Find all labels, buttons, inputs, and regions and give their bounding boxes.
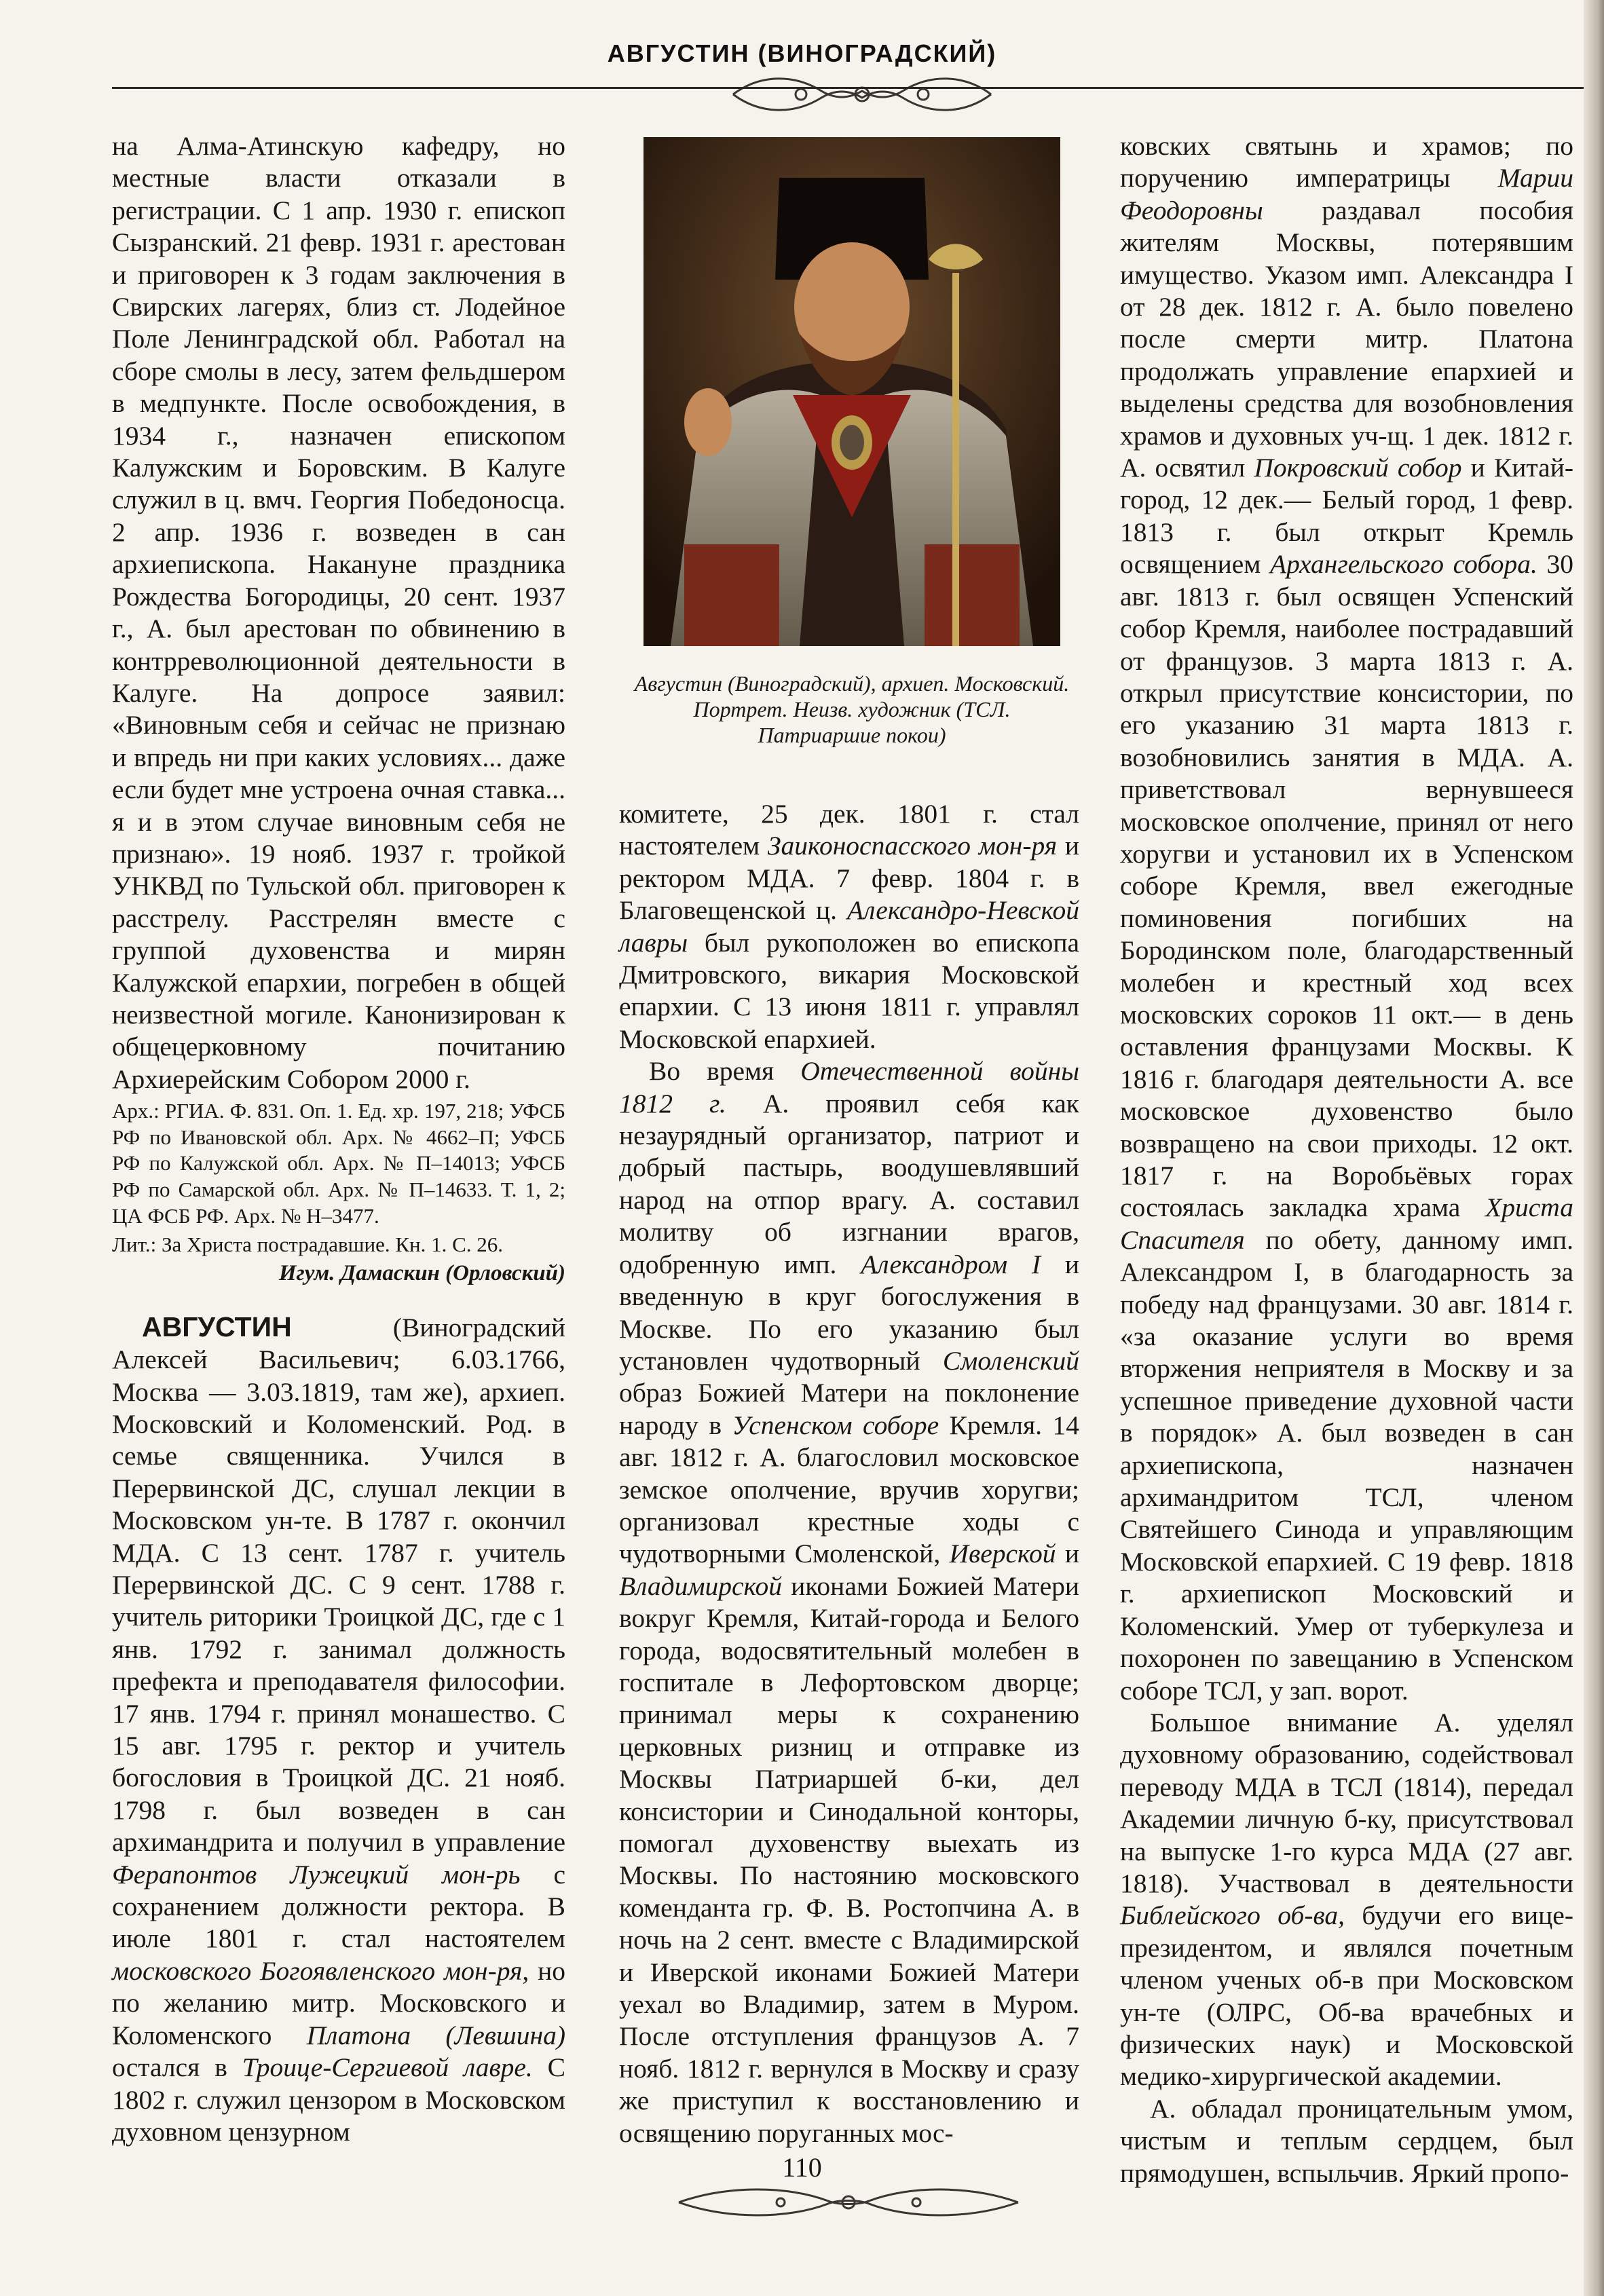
col3-paragraph-1: ковских святынь и храмов; по поручению императрицы Марии Феодоровны раздавал пособия жителям Москвы, потерявшим имущество. Указом имп. Александра I от 28 дек. 1812 г. А. было повелено после смерти митр. Платона продолжать управление епархией и выделены средства для возобновления храмов и духовных уч-щ. 1 дек. 1812 г. А. освятил Покровский собор и Китай-город, 12 дек.— Белый город, 1 февр. 1813 г. был открыт Кремль освящением Архангельского собора. 30 авг. 1813 г. был освящен Успенский собор Кремля, наиболее пострадавший от французов. 3 марта 1813 г. А. открыл присутствие консистории, по его указанию 31 марта 1813 г. возобновились занятия в МДА. А. приветствовал вернувшееся московское ополчение, принял от него хоругви и установил их в Успенском соборе Кремля, ввел ежегодные поминовения погибших на Бородинском поле, благодарственный молебен и крестный ход всех московских сороков 11 окт.— в день оставления французами Москвы. К 1816 г. благодаря деятельности А. все московское духовенство было возвращено на свои приходы. 12 окт. 1817 г. на Воробьёвых горах состоялась закладка храма Христа Спасителя по обету, данному имп. Александром I, в благодарность за победу над французами. 30 авг. 1814 г. «за оказание услуги во время вторжения неприятеля в Москву и за успешное приведение духовной части в порядок» А. был возведен в сан архиепископа, назначен архимандритом ТСЛ, членом Святейшего Синода и управляющим Московской епархией. С 19 февр. 1818 г. архиепископ Московский и Коломенский. Умер от туберкулеза и похоронен по завещанию в Успенском соборе ТСЛ, у зап. ворот. (1120, 131, 1573, 1706)
continued-article-text: на Алма-Атинскую кафедру, но местные власти отказали в регистрации. С 1 апр. 1930 г. епископ Сызранский. 21 февр. 1931 г. арестован и приговорен к 3 годам заключения в Свирских лагерях, близ ст. Лодейное Поле Ленинградской обл. Работал на сборе смолы в лесу, затем фельдшером в медпункте. После освобождения, в 1934 г., назначен епископом Калужским и Боровским. В Калуге служил в ц. вмч. Георгия Победоносца. 2 апр. 1936 г. возведен в сан архиепископа. Накануне праздника Рождества Богородицы, 20 сент. 1937 г., А. был арестован по обвинению в контрреволюционной деятельности в Калуге. На допросе заявил: «Виновным себя и сейчас не признаю и впредь ни при каких условиях... даже если будет мне устроена очная ставка... я и в этом случае виновным себя не признаю». 19 нояб. 1937 г. тройкой УНКВД по Тульской обл. приговорен к расстрелу. Расстрелян вместе с группой духовенства и мирян Калужской епархии, погребен в общей неизвестной могиле. Канонизирован к общецерковному почитанию Архиерейским Собором 2000 г. (112, 131, 565, 1094)
link-ferapontov: Ферапонтов Лужецкий мон-рь (112, 1859, 521, 1889)
entry-headword: АВГУСТИН (142, 1311, 292, 1342)
literature-sources: Лит.: За Христа пострадавшие. Кн. 1. С. 26. (112, 1232, 504, 1257)
portrait-caption: Августин (Виноградский), архиеп. Московский. Портрет. Неизв. художник (ТСЛ. Патриаршие покои) (634, 671, 1070, 747)
entry-augustin: АВГУСТИН (Виноградский Алексей Васильевич; 6.03.1766, Москва — 3.03.1819, там же), архиеп. Московский и Коломенский. Род. в семье священника. Учился в Перервинской ДС, слушал лекции в Московском ун-те. В 1787 г. окончил МДА. С 13 сент. 1787 г. учитель Перервинской ДС. С 9 сент. 1788 г. учитель риторики Троицкой ДС, где с 1 янв. 1792 г. занимал должность префекта и преподавателя философии. 17 янв. 1794 г. принял монашество. С 15 авг. 1795 г. ректор и учитель богословия в Троицкой ДС. 21 нояб. 1798 г. был возведен в сан архимандрита и получил в управление Ферапонтов Лужецкий мон-рь с сохранением должности ректора. В июле 1801 г. стал настоятелем московского Богоявленского мон-ря, но по желанию митр. Московского и Коломенского Платона (Левшина) остался в Троице-Сергиевой лавре. С 1802 г. служил цензором в Московском духовном цензурном (112, 1311, 566, 2147)
book-spine-shadow (1584, 0, 1604, 2296)
page-number: 110 (782, 2152, 822, 2183)
running-head: АВГУСТИН (ВИНОГРАДСКИЙ) (607, 39, 997, 67)
archive-sources: Арх.: РГИА. Ф. 831. Оп. 1. Ед. хр. 197, 218; УФСБ РФ по Ивановской обл. Арх. № 4662–П; УФСБ РФ по Калужской обл. Арх. № П–14013; УФСБ РФ по Самарской обл. Арх. № П–14633. Т. 1, 2; ЦА ФСБ РФ. Арх. № Н–3477. (112, 1099, 565, 1228)
portrait-image (644, 137, 1060, 646)
link-troitse-sergieva: Троице-Сергиевой лавре. (242, 2052, 533, 2083)
header-ornament (720, 71, 1005, 118)
header-rule (112, 87, 1585, 89)
col2-paragraph-2: Во время Отечественной войны 1812 г. А. проявил себя как незаурядный организатор, патриот и добрый пастырь, воодушевлявший народ на отпор врагу. А. составил молитву об изгнании врагов, одобренную имп. Александром I и введенную в круг богослужения в Москве. По его указанию был установлен чудотворный Смоленский образ Божией Матери на поклонение народу в Успенском соборе Кремля. 14 авг. 1812 г. А. благословил московское земское ополчение, вручив хоругви; организовал крестные ходы с чудотворными Смоленской, Иверской и Владимирской иконами Божией Матери вокруг Кремля, Китай-города и Белого города, водосвятительный молебен в госпитале в Лефортовском дворце; принимал меры к сохранению церковных ризниц и отправке из Москвы Патриаршей б-ки, дел консистории и Синодальной конторы, помогал духовенству выехать из Москвы. По настоянию московского коменданта гр. Ф. В. Ростопчина А. в ночь на 2 сент. вместе с Владимирской и Иверской иконами Божией Матери уехал во Владимир, затем в Муром. После отступления французов А. 7 нояб. 1812 г. вернулся в Москву и сразу же приступил к восстановлению и освящению поруганных мос- (619, 1056, 1080, 2148)
column-1 (112, 130, 565, 2148)
col3-paragraph-3: А. обладал проницательным умом, чистым и теплым сердцем, был прямодушен, вспыльчив. Яркий пропо- (1120, 2093, 1573, 2188)
column-3 (1120, 130, 1573, 2189)
col3-paragraph-2: Большое внимание А. уделял духовному образованию, содействовал переводу МДА в ТСЛ (1814), передал Академии личную б-ку, присутствовал на выпуске 1-го курса МДА (27 авг. 1818). Участвовал в деятельности Библейского об-ва, будучи его вице-президентом, и являлся почетным членом ученых об-в при Московском ун-те (ОЛРС, Об-ва врачебных и физических наук) и Московской медико-хирургической академии. (1120, 1707, 1573, 2092)
footer-ornament (672, 2182, 1025, 2223)
article-author: Игум. Дамаскин (Орловский) (278, 1260, 565, 1285)
link-bogoyavlensky: московского Богоявленского мон-ря (112, 1955, 523, 1986)
link-platon: Платона (Левшина) (306, 2020, 565, 2050)
col2-paragraph-1: комитете, 25 дек. 1801 г. стал настоятелем Заиконоспасского мон-ря и ректором МДА. 7 февр. 1804 г. в Благовещенской ц. Александро-Невской лавры был рукоположен во епископа Дмитровского, викария Московской епархии. С 13 июня 1811 г. управлял Московской епархией. (619, 799, 1079, 1054)
